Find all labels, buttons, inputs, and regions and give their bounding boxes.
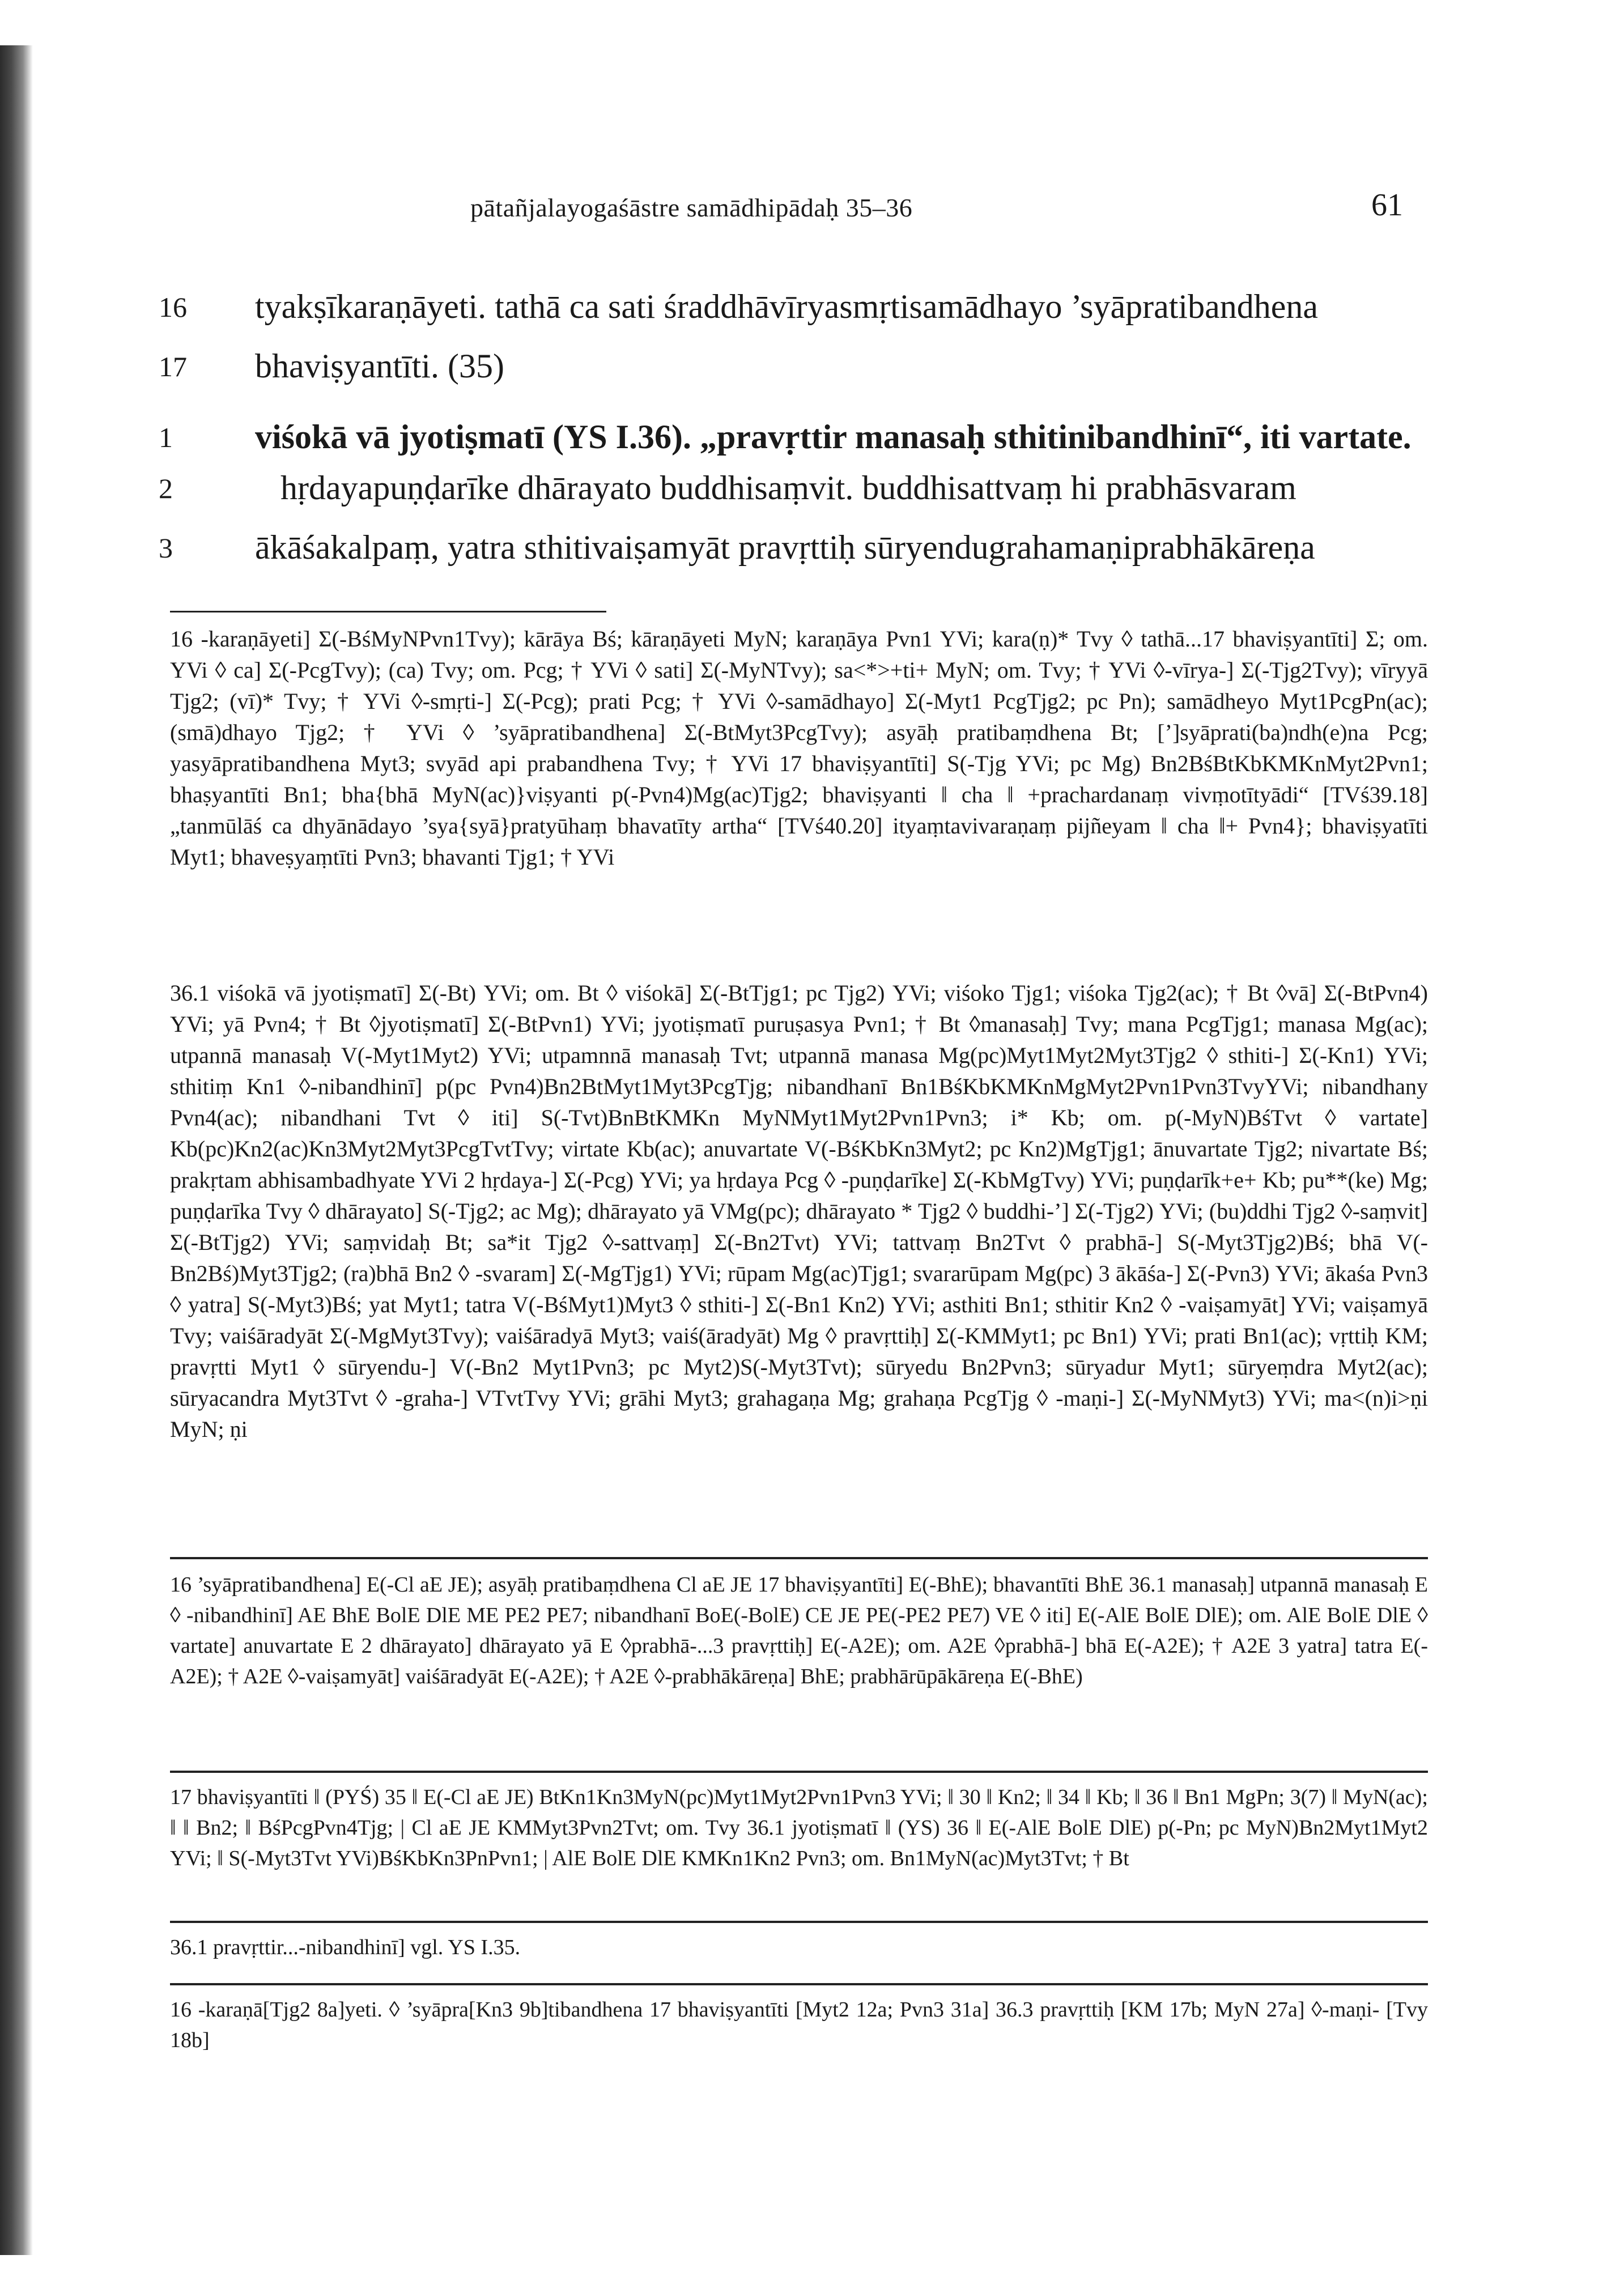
line-text: ākāśakalpaṃ, yatra sthitivaiṣamyāt pravṛttiḥ sūryendugrahamaṇiprabhākāreṇa: [255, 529, 1315, 566]
sigla-breaks: 17 bhaviṣyantīti ‖ (PYŚ) 35 ‖ E(-Cl aE JE) BtKn1Kn3MyN(pc)Myt1Myt2Pvn1Pvn3 YVi; ‖ 30 ‖ Kn2; ‖ 34 ‖ Kb; ‖ 36 ‖ Bn1 MgPn; 3(7) ‖ MyN(ac); ‖ ‖ Bn2; ‖ BśPcgPvn4Tjg; | Cl aE JE KMMyt3Pvn2Tvt; om. Tvy 36.1 jyotiṣmatī ‖ (YS) 36 ‖ E(-AlE BolE DlE) p(-Pn; pc MyN)Bn2Myt1Myt2 YVi; ‖ S(-Myt3Tvt YVi)BśKbKn3PnPvn1; | AlE BolE DlE KMKn1Kn2 Pvn3; om. Bn1MyN(ac)Myt3Tvt; † Bt: [170, 1785, 1428, 1870]
main-text-line: [159, 527, 1439, 572]
main-text-line: [159, 467, 1439, 513]
folio-divider: [170, 1983, 1428, 1985]
line-text: bhaviṣyantīti. (35): [255, 347, 504, 385]
sigla-divider: [170, 1771, 1428, 1773]
line-number: 1: [159, 422, 173, 453]
line-text: hṛdayapuṇḍarīke dhārayato buddhisaṃvit. buddhisattvaṃ hi prabhāsvaram: [280, 469, 1296, 507]
book-binding-shadow: [0, 45, 33, 2255]
edition-variants: 16 ’syāpratibandhena] E(-Cl aE JE); asyāḥ pratibaṃdhena Cl aE JE 17 bhaviṣyantīti] E(-BhE); bhavantīti BhE 36.1 manasaḥ] utpannā manasaḥ E ◊ -nibandhinī] AE BhE BolE DlE ME PE2 PE7; nibandhanī BoE(-BolE) CE JE PE(-PE2 PE7) VE ◊ iti] E(-AlE BolE DlE); om. AlE BolE DlE ◊ vartate] anuvartate E 2 dhārayato] dhārayato yā E ◊prabhā-...3 pravṛttiḥ] E(-A2E); om. A2E ◊prabhā-] bhā E(-A2E); † A2E 3 yatra] tatra E(-A2E); † A2E ◊-vaiṣamyāt] vaiśāradyāt E(-A2E); † A2E ◊-prabhākāreṇa] BhE; prabhārūpākāreṇa E(-BhE): [170, 1573, 1428, 1688]
main-text-line: [159, 286, 1439, 331]
line-number: 3: [159, 532, 173, 564]
running-title: pātañjalayogaśāstre samādhipādaḥ 35–36: [470, 193, 913, 222]
apparatus-variants-36: 36.1 viśokā vā jyotiṣmatī] Σ(-Bt) YVi; om. Bt ◊ viśokā] Σ(-BtTjg1; pc Tjg2) YVi; viśoko Tjg1; viśoka Tjg2(ac); † Bt ◊vā] Σ(-BtPvn4) YVi; yā Pvn4; † Bt ◊jyotiṣmatī] Σ(-BtPvn1) YVi; jyotiṣmatī puruṣasya Pvn1; † Bt ◊manasaḥ] Tvy; mana PcgTjg1; manasa Mg(ac); utpannā manasaḥ V(-Myt1Myt2) YVi; utpamnnā manasaḥ Tvt; utpannā manasa Mg(pc)Myt1Myt2Myt3Tjg2 ◊ sthiti-] Σ(-Kn1) YVi; sthitiṃ Kn1 ◊-nibandhinī] p(pc Pvn4)Bn2BtMyt1Myt3PcgTjg; nibandhanī Bn1BśKbKMKnMgMyt2Pvn1Pvn3TvyYVi; nibandhany Pvn4(ac); nibandhani Tvt ◊ iti] S(-Tvt)BnBtKMKn MyNMyt1Myt2Pvn1Pvn3; i* Kb; om. p(-MyN)BśTvt ◊ vartate] Kb(pc)Kn2(ac)Kn3Myt2Myt3PcgTvtTvy; virtate Kb(ac); anuvartate V(-BśKbKn3Myt2; pc Kn2)MgTjg1; ānuvartate Tjg2; nivartate Bś; prakṛtam abhisambadhyate YVi 2 hṛdaya-] Σ(-Pcg) YVi; ya hṛdaya Pcg ◊ -puṇḍarīke] Σ(-KbMgTvy) YVi; puṇḍarīk+e+ Kb; pu**(ke) Mg; puṇḍarīka Tvy ◊ dhārayato] S(-Tjg2; ac Mg); dhārayato yā VMg(pc); dhārayato * Tjg2 ◊ buddhi-’] Σ(-Tjg2) YVi; (bu)ddhi Tjg2 ◊-saṃvit] Σ(-BtTjg2) YVi; saṃvidaḥ Bt; sa*it Tjg2 ◊-sattvaṃ] Σ(-Bn2Tvt) YVi; tattvaṃ Bn2Tvt ◊ prabhā-] S(-Myt3Tjg2)Bś; bhā V(-Bn2Bś)Myt3Tjg2; (ra)bhā Bn2 ◊ -svaram] Σ(-MgTjg1) YVi; rūpam Mg(ac)Tjg1; svararūpam Mg(pc) 3 ākāśa-] Σ(-Pvn3) YVi; ākaśa Pvn3 ◊ yatra] S(-Myt3)Bś; yat Myt1; tatra V(-BśMyt1)Myt3 ◊ sthiti-] Σ(-Bn1 Kn2) YVi; asthiti Bn1; sthitir Kn2 ◊ -vaiṣamyāt] YVi; vaiṣamyā Tvy; vaiśāradyāt Σ(-MgMyt3Tvy); vaiśāradyā Myt3; vaiś(āradyāt) Mg ◊ pravṛttiḥ] Σ(-KMMyt1; pc Bn1) YVi; prati Bn1(ac); vṛttiḥ KM; pravṛtti Myt1 ◊ sūryendu-] V(-Bn2 Myt1Pvn3; pc Myt2)S(-Myt3Tvt); sūryedu Bn2Pvn3; sūryadur Myt1; sūryeṃdra Myt2(ac); sūryacandra Myt3Tvt ◊ -graha-] VTvtTvy YVi; grāhi Myt3; grahagaṇa Mg; grahaṇa PcgTjg ◊ -maṇi-] Σ(-MyNMyt3) YVi; ma<(n)i>ṇi MyN; ṇi: [170, 980, 1428, 1442]
main-text-line: [159, 416, 1439, 462]
page-number: 61: [1371, 188, 1403, 223]
folio-marks: 16 -karaṇā[Tjg2 8a]yeti. ◊ ’syāpra[Kn3 9b]tibandhena 17 bhaviṣyantīti [Myt2 12a; Pvn3 31a] 36.3 pravṛttiḥ [KM 17b; MyN 27a] ◊-maṇi- [Tvy 18b]: [170, 1998, 1428, 2052]
apparatus-divider: [170, 1557, 1428, 1559]
parallels-divider: [170, 1921, 1428, 1923]
main-text-line: [159, 346, 1439, 391]
page-header: [0, 181, 1624, 232]
line-number: 2: [159, 473, 173, 504]
apparatus-variants-35: 16 -karaṇāyeti] Σ(-BśMyNPvn1Tvy); kārāya Bś; kāraṇāyeti MyN; karaṇāya Pvn1 YVi; kara(ṇ)* Tvy ◊ tathā...17 bhaviṣyantīti] Σ; om. YVi ◊ ca] Σ(-PcgTvy); (ca) Tvy; om. Pcg; † YVi ◊ sati] Σ(-MyNTvy); sa<*>+ti+ MyN; om. Tvy; † YVi ◊-vīrya-] Σ(-Tjg2Tvy); vīryyā Tjg2; (vī)* Tvy; † YVi ◊-smṛti-] Σ(-Pcg); prati Pcg; † YVi ◊-samādhayo] Σ(-Myt1 PcgTjg2; pc Pn); samādheyo Myt1PcgPn(ac); (smā)dhayo Tjg2; † YVi ◊ ’syāpratibandhena] Σ(-BtMyt3PcgTvy); asyāḥ pratibaṃdhena Bt; [’]syāprati(ba)ndh(e)na Pcg; yasyāpratibandhena Myt3; svyād api prabandhena Tvy; † YVi 17 bhaviṣyantīti] S(-Tjg YVi; pc Mg) Bn2BśBtKbKMKnMyt2Pvn1; bhaṣyantīti Bn1; bha{bhā MyN(ac)}viṣyanti p(-Pvn4)Mg(ac)Tjg2; bhaviṣyanti ‖ cha ‖ +prachardanaṃ vivṃotītyādi“ [TVś39.18] „tanmūlāś ca dhyānādayo ’sya{syā}pratyūhaṃ bhavatīty artha“ [TVś40.20] ityaṃtavivaraṇaṃ pijñeyam ‖ cha ‖+ Pvn4}; bhaviṣyatīti Myt1; bhaveṣyaṃtīti Pvn3; bhavanti Tjg1; † YVi: [170, 626, 1428, 870]
line-number: 16: [159, 291, 187, 323]
line-text: viśokā vā jyotiṣmatī (YS I.36). „pravṛttir manasaḥ sthitinibandhinī“, iti vartate.: [255, 418, 1412, 456]
apparatus-rule: [170, 611, 606, 612]
line-number: 17: [159, 351, 187, 382]
line-text: tyakṣīkaraṇāyeti. tathā ca sati śraddhāvīryasmṛtisamādhayo ’syāpratibandhena: [255, 288, 1318, 325]
parallels: 36.1 pravṛttir...-nibandhinī] vgl. YS I.35.: [170, 1935, 521, 1959]
